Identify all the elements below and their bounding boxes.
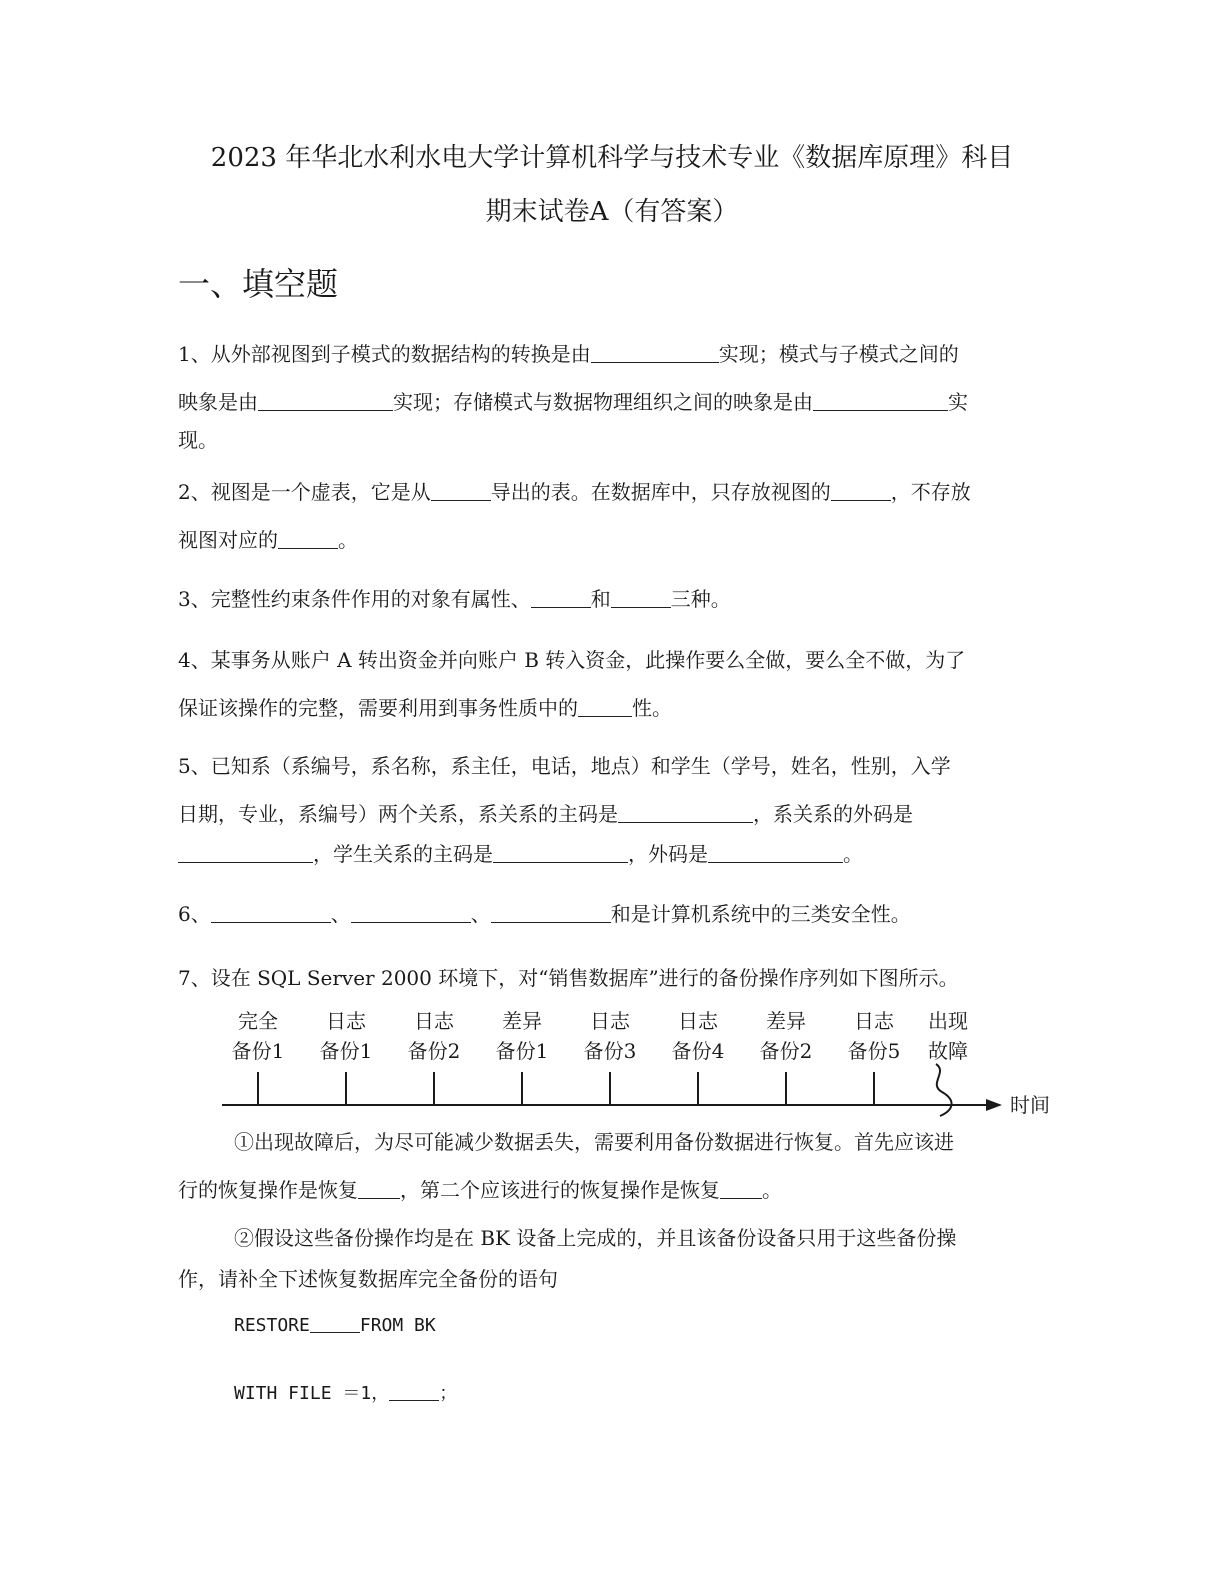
q2-text: 导出的表。在数据库中，只存放视图的 bbox=[490, 480, 831, 504]
q7-text: 行的恢复操作是恢复 bbox=[178, 1178, 358, 1202]
answer-blank bbox=[310, 1312, 360, 1333]
timeline-event-label-bottom: 备份1 bbox=[231, 1039, 285, 1063]
q6-text: 6、 bbox=[178, 902, 211, 926]
timeline-event-label-bottom: 备份1 bbox=[495, 1039, 549, 1063]
q1-text: 实现；存储模式与数据物理组织之间的映象是由 bbox=[393, 390, 813, 414]
answer-blank bbox=[591, 342, 719, 363]
question-7-part-2-line-2: 作，请补全下述恢复数据库完全备份的语句 bbox=[178, 1267, 558, 1291]
timeline-event-label-top: 日志 bbox=[678, 1009, 718, 1033]
answer-blank bbox=[618, 802, 753, 823]
question-7-intro: 7、设在 SQL Server 2000 环境下，对“销售数据库”进行的备份操作序列如下图所示。 bbox=[178, 966, 959, 990]
answer-blank bbox=[431, 480, 491, 501]
question-7-part-1-line-1: ①出现故障后，为尽可能减少数据丢失，需要利用备份数据进行恢复。首先应该进 bbox=[234, 1130, 954, 1154]
answer-blank bbox=[578, 696, 632, 717]
q5-text: ，外码是 bbox=[628, 842, 708, 866]
q2-text: ，不存放 bbox=[890, 480, 971, 504]
q1-text: 实现；模式与子模式之间的 bbox=[718, 342, 959, 366]
q7-text: 。 bbox=[762, 1178, 782, 1202]
code-text: WITH FILE ＝1， bbox=[234, 1383, 390, 1404]
q3-text: 和 bbox=[590, 587, 611, 611]
answer-blank bbox=[211, 902, 331, 923]
restore-statement-line-2 bbox=[234, 1380, 1084, 1408]
timeline-event-label-top: 差异 bbox=[766, 1009, 806, 1033]
timeline-event-label-top: 日志 bbox=[590, 1009, 630, 1033]
timeline-event-label-bottom: 备份2 bbox=[407, 1039, 461, 1063]
timeline-event-label-top: 差异 bbox=[502, 1009, 542, 1033]
answer-blank bbox=[720, 1178, 762, 1199]
code-text: FROM BK bbox=[359, 1315, 436, 1336]
question-7-part-2-line-1: ②假设这些备份操作均是在 BK 设备上完成的，并且该备份设备只用于这些备份操 bbox=[234, 1226, 957, 1250]
code-text: RESTORE bbox=[234, 1315, 310, 1336]
timeline-event-label-bottom: 备份2 bbox=[759, 1039, 813, 1063]
q1-text: 实 bbox=[948, 390, 968, 414]
question-4-line-2 bbox=[178, 694, 1028, 722]
answer-blank bbox=[389, 1380, 439, 1401]
question-2-line-2 bbox=[178, 526, 1028, 554]
timeline-events bbox=[232, 1009, 968, 1105]
q5-text: 日期，专业，系编号）两个关系，系关系的主码是 bbox=[178, 802, 618, 826]
answer-blank bbox=[493, 842, 628, 863]
q6-text: 和是计算机系统中的三类安全性。 bbox=[610, 902, 911, 926]
q5-text: ，学生关系的主码是 bbox=[313, 842, 493, 866]
timeline-event-label-bottom: 故障 bbox=[928, 1039, 968, 1063]
q4-text: 性。 bbox=[632, 696, 672, 720]
answer-blank bbox=[831, 480, 891, 501]
question-1-line-3: 现。 bbox=[178, 428, 218, 452]
answer-blank bbox=[708, 842, 843, 863]
answer-blank bbox=[258, 390, 393, 411]
question-6 bbox=[178, 900, 1028, 928]
q1-text: 映象是由 bbox=[178, 390, 258, 414]
question-1-line-2 bbox=[178, 388, 1028, 416]
q4-text: 保证该操作的完整，需要利用到事务性质中的 bbox=[178, 696, 578, 720]
answer-blank bbox=[531, 587, 591, 608]
q5-text: ，系关系的外码是 bbox=[753, 802, 913, 826]
timeline-event-label-bottom: 备份4 bbox=[671, 1039, 725, 1063]
answer-blank bbox=[358, 1178, 400, 1199]
timeline-event-label-bottom: 备份3 bbox=[583, 1039, 637, 1063]
title-line-1: 2023 年华北水利水电大学计算机科学与技术专业《数据库原理》科目 bbox=[210, 143, 1014, 173]
timeline-event-label-top: 日志 bbox=[414, 1009, 454, 1033]
timeline-event-label-top: 日志 bbox=[854, 1009, 894, 1033]
title-line-2: 期末试卷A（有答案） bbox=[485, 197, 739, 227]
code-text: ； bbox=[439, 1383, 458, 1404]
answer-blank bbox=[278, 528, 338, 549]
timeline-event-label-top: 日志 bbox=[326, 1009, 366, 1033]
q2-text: 2、视图是一个虚表，它是从 bbox=[178, 480, 431, 504]
question-3 bbox=[178, 585, 1028, 613]
q6-text: 、 bbox=[470, 902, 491, 926]
question-5-line-1: 5、已知系（系编号，系名称，系主任，电话，地点）和学生（学号，姓名，性别，入学 bbox=[178, 754, 951, 778]
question-7-part-1-line-2 bbox=[178, 1176, 1028, 1204]
question-2-line-1 bbox=[178, 478, 1028, 506]
section-heading: 一、填空题 bbox=[178, 265, 339, 303]
question-5-line-3 bbox=[178, 840, 1028, 868]
q3-text: 3、完整性约束条件作用的对象有属性、 bbox=[178, 587, 531, 611]
q7-text: ，第二个应该进行的恢复操作是恢复 bbox=[400, 1178, 720, 1202]
timeline-axis-label: 时间 bbox=[1010, 1093, 1050, 1117]
answer-blank bbox=[813, 390, 948, 411]
question-1-line-1 bbox=[178, 340, 1028, 368]
answer-blank bbox=[178, 842, 313, 863]
restore-statement-line-1 bbox=[234, 1312, 1084, 1340]
timeline-arrow-icon bbox=[986, 1099, 1002, 1111]
q2-text: 。 bbox=[338, 528, 358, 552]
q6-text: 、 bbox=[330, 902, 351, 926]
backup-timeline-diagram bbox=[0, 1000, 1224, 1130]
q2-text: 视图对应的 bbox=[178, 528, 278, 552]
question-4-line-1: 4、某事务从账户 A 转出资金并向账户 B 转入资金，此操作要么全做，要么全不做，为了 bbox=[178, 648, 966, 672]
timeline-event-label-bottom: 备份1 bbox=[319, 1039, 373, 1063]
timeline-event-label-top: 出现 bbox=[928, 1009, 968, 1033]
q5-text: 。 bbox=[843, 842, 863, 866]
timeline-event-label-top: 完全 bbox=[238, 1009, 278, 1033]
answer-blank bbox=[491, 902, 611, 923]
failure-break-icon bbox=[936, 1064, 952, 1116]
timeline-event-label-bottom: 备份5 bbox=[847, 1039, 901, 1063]
question-5-line-2 bbox=[178, 800, 1028, 828]
q1-text: 1、从外部视图到子模式的数据结构的转换是由 bbox=[178, 342, 591, 366]
q3-text: 三种。 bbox=[670, 587, 731, 611]
answer-blank bbox=[611, 587, 671, 608]
answer-blank bbox=[351, 902, 471, 923]
